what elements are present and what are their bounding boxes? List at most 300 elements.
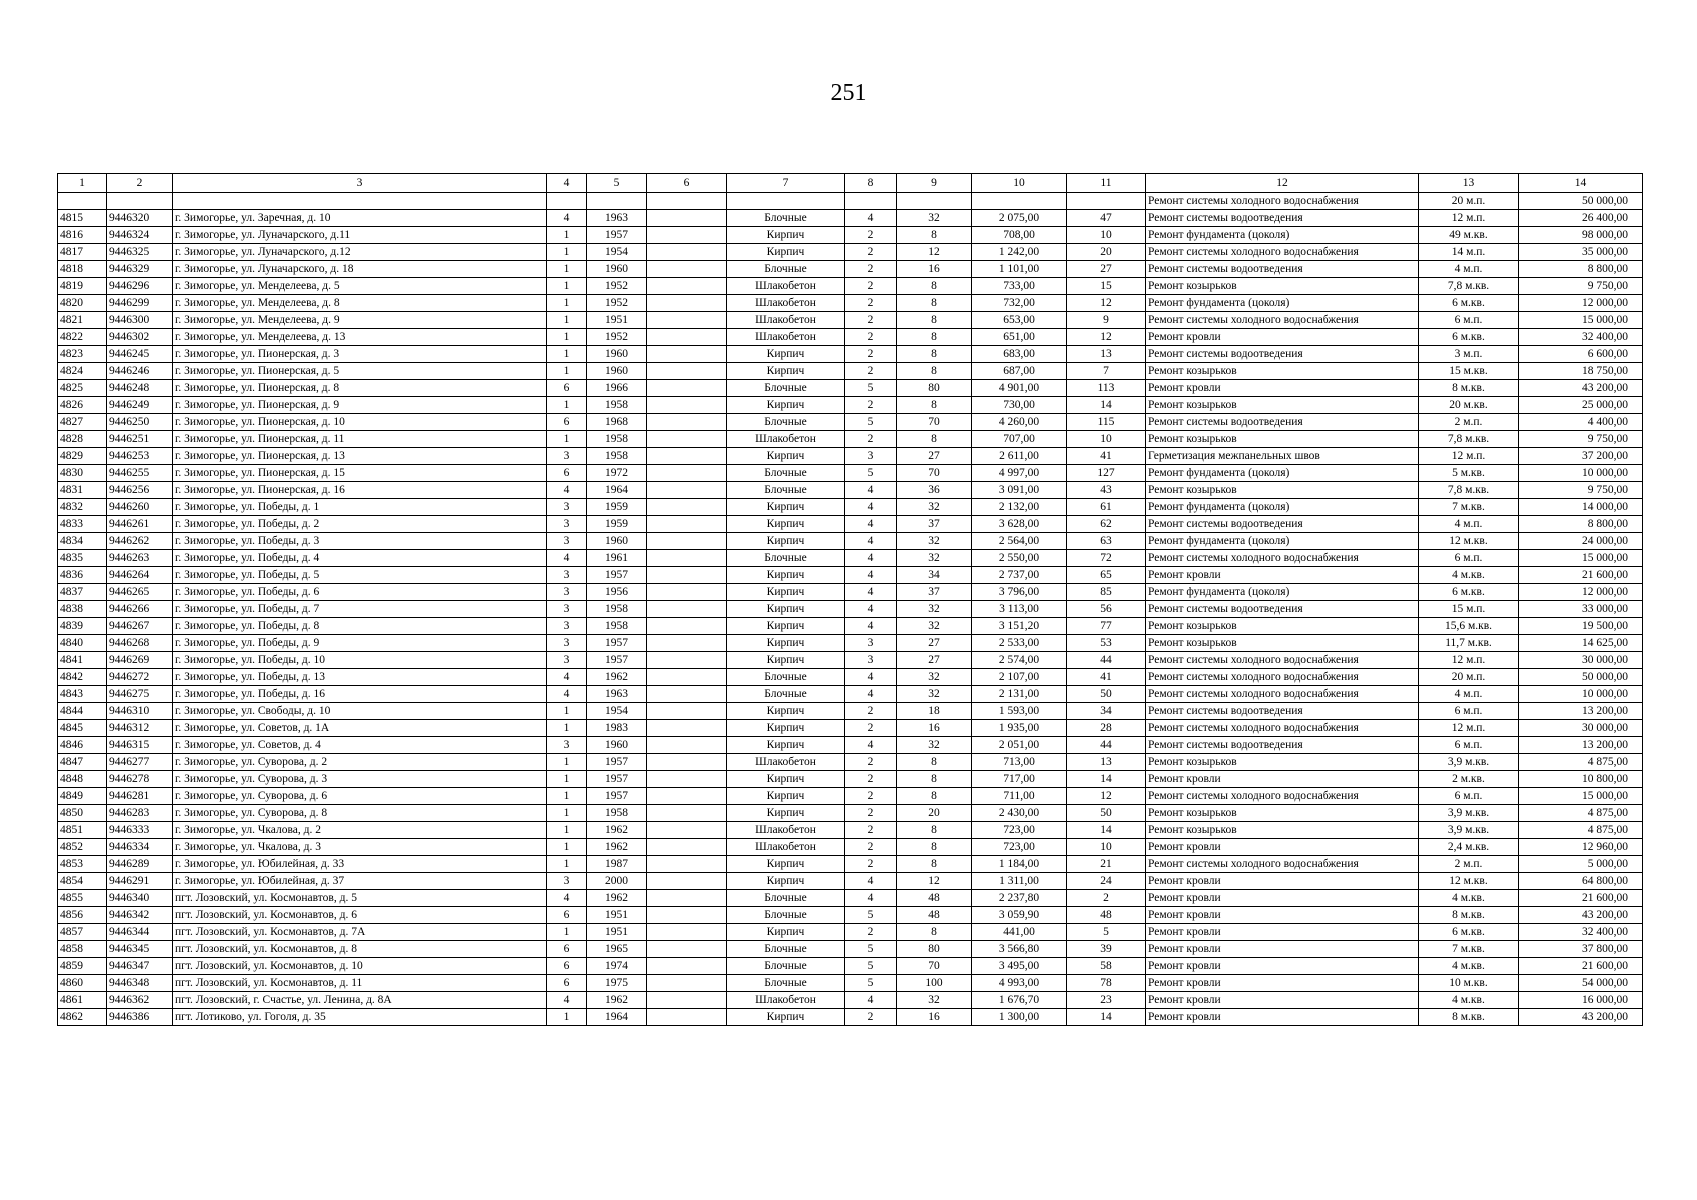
table-cell: 10 bbox=[1067, 227, 1146, 244]
table-cell: 3 566,80 bbox=[972, 941, 1067, 958]
table-cell: Ремонт системы водоотведения bbox=[1146, 737, 1419, 754]
table-cell: 115 bbox=[1067, 414, 1146, 431]
table-cell: 3 bbox=[845, 652, 897, 669]
table-cell: 1 bbox=[547, 261, 587, 278]
table-cell: 1974 bbox=[587, 958, 647, 975]
table-cell: 2 051,00 bbox=[972, 737, 1067, 754]
table-cell: Ремонт системы водоотведения bbox=[1146, 210, 1419, 227]
table-cell: 733,00 bbox=[972, 278, 1067, 295]
table-cell: 2 430,00 bbox=[972, 805, 1067, 822]
table-cell: 49 м.кв. bbox=[1419, 227, 1519, 244]
table-cell: 6 м.п. bbox=[1419, 788, 1519, 805]
table-cell bbox=[897, 193, 972, 210]
table-cell: 1960 bbox=[587, 737, 647, 754]
table-cell: Кирпич bbox=[727, 601, 845, 618]
table-cell: 9446315 bbox=[107, 737, 173, 754]
table-cell: 3 113,00 bbox=[972, 601, 1067, 618]
table-cell: 4 bbox=[547, 992, 587, 1009]
table-cell: 7,8 м.кв. bbox=[1419, 431, 1519, 448]
table-cell: 3 059,90 bbox=[972, 907, 1067, 924]
table-cell: 4 м.п. bbox=[1419, 686, 1519, 703]
table-cell: 48 bbox=[897, 907, 972, 924]
table-cell: 5 bbox=[1067, 924, 1146, 941]
table-cell: 4817 bbox=[58, 244, 107, 261]
table-cell: Ремонт фундамента (цоколя) bbox=[1146, 533, 1419, 550]
table-cell: 4 м.кв. bbox=[1419, 890, 1519, 907]
table-cell: 4 997,00 bbox=[972, 465, 1067, 482]
table-row bbox=[58, 346, 1643, 363]
table-cell: 1 bbox=[547, 788, 587, 805]
table-cell: 9446310 bbox=[107, 703, 173, 720]
table-cell: 2 bbox=[845, 261, 897, 278]
table-cell bbox=[647, 584, 727, 601]
table-cell: 80 bbox=[897, 941, 972, 958]
table-cell: 9446325 bbox=[107, 244, 173, 261]
table-cell: 4 bbox=[547, 890, 587, 907]
table-cell: 9446250 bbox=[107, 414, 173, 431]
table-cell: 1 bbox=[547, 856, 587, 873]
table-cell: 28 bbox=[1067, 720, 1146, 737]
table-cell: 1952 bbox=[587, 329, 647, 346]
table-cell: 4829 bbox=[58, 448, 107, 465]
table-cell: 33 000,00 bbox=[1519, 601, 1643, 618]
table-cell: 65 bbox=[1067, 567, 1146, 584]
table-cell: 4851 bbox=[58, 822, 107, 839]
table-cell: 4 bbox=[547, 550, 587, 567]
table-cell: 98 000,00 bbox=[1519, 227, 1643, 244]
table-cell: 37 200,00 bbox=[1519, 448, 1643, 465]
table-cell: 2 533,00 bbox=[972, 635, 1067, 652]
table-cell bbox=[647, 533, 727, 550]
table-cell bbox=[647, 567, 727, 584]
table-cell: 9446266 bbox=[107, 601, 173, 618]
table-cell: 50 bbox=[1067, 686, 1146, 703]
table-cell: 1954 bbox=[587, 703, 647, 720]
table-cell: Блочные bbox=[727, 465, 845, 482]
table-cell: г. Зимогорье, ул. Пионерская, д. 10 bbox=[173, 414, 547, 431]
table-cell: 12 bbox=[1067, 329, 1146, 346]
table-cell: Кирпич bbox=[727, 618, 845, 635]
table-cell: 9446255 bbox=[107, 465, 173, 482]
table-cell: 8 м.кв. bbox=[1419, 1009, 1519, 1026]
table-row bbox=[58, 771, 1643, 788]
table-cell: г. Зимогорье, ул. Победы, д. 6 bbox=[173, 584, 547, 601]
table-cell: 9446260 bbox=[107, 499, 173, 516]
table-cell: 1 bbox=[547, 295, 587, 312]
table-cell: 4832 bbox=[58, 499, 107, 516]
table-cell: 16 bbox=[897, 1009, 972, 1026]
table-cell: г. Зимогорье, ул. Менделеева, д. 8 bbox=[173, 295, 547, 312]
table-cell: 2 bbox=[845, 227, 897, 244]
table-cell: 19 500,00 bbox=[1519, 618, 1643, 635]
table-cell: 3,9 м.кв. bbox=[1419, 822, 1519, 839]
table-cell: 12 м.кв. bbox=[1419, 873, 1519, 890]
table-cell bbox=[647, 788, 727, 805]
table-cell: 63 bbox=[1067, 533, 1146, 550]
column-header: 1 bbox=[58, 174, 107, 193]
table-cell bbox=[647, 431, 727, 448]
table-row bbox=[58, 448, 1643, 465]
table-cell: 4 bbox=[845, 601, 897, 618]
table-cell: 1 bbox=[547, 363, 587, 380]
table-cell: 8 м.кв. bbox=[1419, 380, 1519, 397]
table-cell: 4 м.п. bbox=[1419, 261, 1519, 278]
table-cell: Ремонт системы водоотведения bbox=[1146, 414, 1419, 431]
table-cell: 9446329 bbox=[107, 261, 173, 278]
table-cell: 7 м.кв. bbox=[1419, 499, 1519, 516]
table-cell: 34 bbox=[1067, 703, 1146, 720]
table-cell: 21 600,00 bbox=[1519, 567, 1643, 584]
table-cell: 4 bbox=[845, 618, 897, 635]
table-cell: 4846 bbox=[58, 737, 107, 754]
table-cell: 9446342 bbox=[107, 907, 173, 924]
table-cell: 12 м.п. bbox=[1419, 720, 1519, 737]
table-cell: 15 м.п. bbox=[1419, 601, 1519, 618]
table-row bbox=[58, 397, 1643, 414]
table-cell: 1 bbox=[547, 312, 587, 329]
table-cell: 4 м.кв. bbox=[1419, 958, 1519, 975]
table-cell: 6 м.кв. bbox=[1419, 584, 1519, 601]
table-cell: Шлакобетон bbox=[727, 839, 845, 856]
table-cell: Кирпич bbox=[727, 652, 845, 669]
table-cell: пгт. Лозовский, ул. Космонавтов, д. 6 bbox=[173, 907, 547, 924]
table-cell: 4 bbox=[845, 550, 897, 567]
table-cell: 717,00 bbox=[972, 771, 1067, 788]
table-cell: 4 bbox=[547, 482, 587, 499]
table-row bbox=[58, 788, 1643, 805]
table-row bbox=[58, 550, 1643, 567]
table-cell: Кирпич bbox=[727, 244, 845, 261]
table-cell: Ремонт кровли bbox=[1146, 1009, 1419, 1026]
table-cell: 41 bbox=[1067, 669, 1146, 686]
table-cell: 27 bbox=[897, 652, 972, 669]
table-cell: 4 bbox=[845, 533, 897, 550]
table-cell: 3,9 м.кв. bbox=[1419, 805, 1519, 822]
table-cell: 9446281 bbox=[107, 788, 173, 805]
table-cell: 9446386 bbox=[107, 1009, 173, 1026]
table-cell: 441,00 bbox=[972, 924, 1067, 941]
table-cell: 2 bbox=[845, 363, 897, 380]
table-cell: 9446246 bbox=[107, 363, 173, 380]
table-cell: пгт. Лозовский, ул. Космонавтов, д. 5 bbox=[173, 890, 547, 907]
table-cell: 9446263 bbox=[107, 550, 173, 567]
table-cell: 4815 bbox=[58, 210, 107, 227]
table-cell: 711,00 bbox=[972, 788, 1067, 805]
table-cell bbox=[647, 958, 727, 975]
table-cell: г. Зимогорье, ул. Пионерская, д. 8 bbox=[173, 380, 547, 397]
table-cell: 6 bbox=[547, 941, 587, 958]
table-cell: г. Зимогорье, ул. Чкалова, д. 3 bbox=[173, 839, 547, 856]
table-cell: 36 bbox=[897, 482, 972, 499]
table-cell: 6 м.кв. bbox=[1419, 295, 1519, 312]
table-cell bbox=[647, 635, 727, 652]
table-cell: 723,00 bbox=[972, 822, 1067, 839]
table-cell: 732,00 bbox=[972, 295, 1067, 312]
table-row bbox=[58, 499, 1643, 516]
table-cell bbox=[647, 873, 727, 890]
table-cell: Ремонт системы холодного водоснабжения bbox=[1146, 312, 1419, 329]
table-cell: 5 bbox=[845, 465, 897, 482]
table-cell: 78 bbox=[1067, 975, 1146, 992]
table-cell: Кирпич bbox=[727, 397, 845, 414]
table-cell: 1 bbox=[547, 771, 587, 788]
table-cell: 9446262 bbox=[107, 533, 173, 550]
table-cell: 2 bbox=[845, 924, 897, 941]
table-cell: пгт. Лозовский, ул. Космонавтов, д. 11 bbox=[173, 975, 547, 992]
table-row bbox=[58, 652, 1643, 669]
table-cell: 1 bbox=[547, 346, 587, 363]
table-cell bbox=[647, 465, 727, 482]
table-cell: Блочные bbox=[727, 550, 845, 567]
table-cell: 1 300,00 bbox=[972, 1009, 1067, 1026]
table-cell: Ремонт системы холодного водоснабжения bbox=[1146, 720, 1419, 737]
table-cell: Ремонт системы холодного водоснабжения bbox=[1146, 856, 1419, 873]
table-cell: 8 bbox=[897, 312, 972, 329]
table-cell: 13 bbox=[1067, 754, 1146, 771]
table-cell: г. Зимогорье, ул. Победы, д. 1 bbox=[173, 499, 547, 516]
table-cell: 5 м.кв. bbox=[1419, 465, 1519, 482]
table-cell: 1963 bbox=[587, 210, 647, 227]
table-cell: Блочные bbox=[727, 380, 845, 397]
table-row bbox=[58, 958, 1643, 975]
table-cell: 9446362 bbox=[107, 992, 173, 1009]
table-cell: 9446289 bbox=[107, 856, 173, 873]
table-cell: 4831 bbox=[58, 482, 107, 499]
table-cell: Шлакобетон bbox=[727, 822, 845, 839]
table-cell: 2 bbox=[845, 1009, 897, 1026]
table-cell: Блочные bbox=[727, 210, 845, 227]
table-cell: 4845 bbox=[58, 720, 107, 737]
table-cell: 3 495,00 bbox=[972, 958, 1067, 975]
table-cell: Ремонт системы водоотведения bbox=[1146, 516, 1419, 533]
table-cell: 4843 bbox=[58, 686, 107, 703]
table-cell: 18 bbox=[897, 703, 972, 720]
table-cell: Кирпич bbox=[727, 533, 845, 550]
table-cell: 1957 bbox=[587, 788, 647, 805]
table-cell: Ремонт кровли bbox=[1146, 839, 1419, 856]
table-cell: г. Зимогорье, ул. Менделеева, д. 9 bbox=[173, 312, 547, 329]
table-cell: Шлакобетон bbox=[727, 312, 845, 329]
table-cell: 2 737,00 bbox=[972, 567, 1067, 584]
table-cell: 9446300 bbox=[107, 312, 173, 329]
table-cell: 687,00 bbox=[972, 363, 1067, 380]
table-cell: Кирпич bbox=[727, 856, 845, 873]
table-cell: Кирпич bbox=[727, 703, 845, 720]
table-cell: 8 bbox=[897, 839, 972, 856]
table-cell: 9446256 bbox=[107, 482, 173, 499]
table-cell bbox=[647, 193, 727, 210]
table-cell: 4824 bbox=[58, 363, 107, 380]
table-cell: 3 bbox=[845, 448, 897, 465]
table-cell bbox=[647, 363, 727, 380]
table-row bbox=[58, 890, 1643, 907]
table-cell: 8 bbox=[897, 295, 972, 312]
table-cell: Ремонт системы холодного водоснабжения bbox=[1146, 244, 1419, 261]
table-cell: пгт. Лозовский, ул. Космонавтов, д. 7А bbox=[173, 924, 547, 941]
table-cell: 1957 bbox=[587, 652, 647, 669]
table-cell: 6 bbox=[547, 414, 587, 431]
table-cell: г. Зимогорье, ул. Юбилейная, д. 37 bbox=[173, 873, 547, 890]
table-cell: 6 м.кв. bbox=[1419, 924, 1519, 941]
table-cell: Кирпич bbox=[727, 924, 845, 941]
table-cell: 32 bbox=[897, 533, 972, 550]
table-cell: 127 bbox=[1067, 465, 1146, 482]
table-cell: 2 bbox=[845, 244, 897, 261]
table-cell bbox=[727, 193, 845, 210]
table-cell: Блочные bbox=[727, 958, 845, 975]
table-cell: Ремонт кровли bbox=[1146, 890, 1419, 907]
column-header: 4 bbox=[547, 174, 587, 193]
table-cell bbox=[647, 346, 727, 363]
table-cell: 37 bbox=[897, 516, 972, 533]
table-cell: 2 bbox=[1067, 890, 1146, 907]
table-cell: 5 bbox=[845, 907, 897, 924]
table-cell: 4 bbox=[845, 499, 897, 516]
table-cell: 1 311,00 bbox=[972, 873, 1067, 890]
table-cell: пгт. Лозовский, г. Счастье, ул. Ленина, д. 8А bbox=[173, 992, 547, 1009]
table-cell: пгт. Лотиково, ул. Гоголя, д. 35 bbox=[173, 1009, 547, 1026]
table-cell: 3 bbox=[547, 567, 587, 584]
table-cell bbox=[647, 907, 727, 924]
table-cell bbox=[647, 652, 727, 669]
table-cell: 2000 bbox=[587, 873, 647, 890]
table-cell: 6 м.п. bbox=[1419, 312, 1519, 329]
table-cell: Ремонт козырьков bbox=[1146, 397, 1419, 414]
table-cell: 1 935,00 bbox=[972, 720, 1067, 737]
table-cell: 15 bbox=[1067, 278, 1146, 295]
table-cell: 18 750,00 bbox=[1519, 363, 1643, 380]
table-cell: 4 м.кв. bbox=[1419, 992, 1519, 1009]
table-cell: Ремонт фундамента (цоколя) bbox=[1146, 584, 1419, 601]
table-cell: 1 bbox=[547, 397, 587, 414]
table-cell: 14 bbox=[1067, 771, 1146, 788]
table-cell: 1962 bbox=[587, 839, 647, 856]
table-cell: Кирпич bbox=[727, 363, 845, 380]
table-row bbox=[58, 567, 1643, 584]
table-cell: 70 bbox=[897, 414, 972, 431]
table-row bbox=[58, 737, 1643, 754]
table-cell: 4823 bbox=[58, 346, 107, 363]
table-cell: 1952 bbox=[587, 295, 647, 312]
table-cell: 8 bbox=[897, 822, 972, 839]
table-cell: 4861 bbox=[58, 992, 107, 1009]
table-cell: Блочные bbox=[727, 414, 845, 431]
table-cell: 20 bbox=[1067, 244, 1146, 261]
table-cell: 8 bbox=[897, 754, 972, 771]
table-cell: 4 bbox=[845, 992, 897, 1009]
table-cell bbox=[107, 193, 173, 210]
table-cell: 4821 bbox=[58, 312, 107, 329]
table-cell: Кирпич bbox=[727, 584, 845, 601]
table-cell: 4 bbox=[845, 686, 897, 703]
table-row bbox=[58, 312, 1643, 329]
table-cell: 3 bbox=[547, 601, 587, 618]
table-cell bbox=[647, 839, 727, 856]
table-cell bbox=[647, 737, 727, 754]
table-cell: 44 bbox=[1067, 737, 1146, 754]
table-cell: 9446272 bbox=[107, 669, 173, 686]
table-cell bbox=[647, 516, 727, 533]
table-cell bbox=[647, 244, 727, 261]
table-cell: Шлакобетон bbox=[727, 295, 845, 312]
table-cell: 21 600,00 bbox=[1519, 890, 1643, 907]
table-cell bbox=[647, 448, 727, 465]
table-cell: 3 bbox=[547, 635, 587, 652]
table-cell: 64 800,00 bbox=[1519, 873, 1643, 890]
table-cell: Кирпич bbox=[727, 737, 845, 754]
table-cell: 1 bbox=[547, 244, 587, 261]
table-cell: 1951 bbox=[587, 924, 647, 941]
table-cell: 32 bbox=[897, 601, 972, 618]
table-cell: 4 bbox=[547, 686, 587, 703]
table-row bbox=[58, 635, 1643, 652]
table-cell: 2 м.п. bbox=[1419, 856, 1519, 873]
table-row bbox=[58, 193, 1643, 210]
table-cell bbox=[647, 856, 727, 873]
table-cell: г. Зимогорье, ул. Суворова, д. 2 bbox=[173, 754, 547, 771]
table-cell bbox=[647, 482, 727, 499]
table-cell: 16 bbox=[897, 261, 972, 278]
table-cell bbox=[647, 397, 727, 414]
table-cell: 8 800,00 bbox=[1519, 516, 1643, 533]
table-cell: Блочные bbox=[727, 482, 845, 499]
table-cell: 32 bbox=[897, 550, 972, 567]
table-cell: 1 bbox=[547, 278, 587, 295]
table-cell: 2 bbox=[845, 431, 897, 448]
table-cell: 24 000,00 bbox=[1519, 533, 1643, 550]
table-cell: 653,00 bbox=[972, 312, 1067, 329]
table-cell bbox=[1067, 193, 1146, 210]
table-cell: 4 260,00 bbox=[972, 414, 1067, 431]
table-cell: 4819 bbox=[58, 278, 107, 295]
table-cell: 1959 bbox=[587, 516, 647, 533]
table-cell: Кирпич bbox=[727, 499, 845, 516]
table-cell: 8 bbox=[897, 363, 972, 380]
table-row bbox=[58, 584, 1643, 601]
table-cell: 12 м.п. bbox=[1419, 210, 1519, 227]
table-cell: 1958 bbox=[587, 448, 647, 465]
table-cell: 24 bbox=[1067, 873, 1146, 890]
table-cell: 4818 bbox=[58, 261, 107, 278]
table-cell: 6 bbox=[547, 380, 587, 397]
table-cell: 9446267 bbox=[107, 618, 173, 635]
table-cell bbox=[647, 499, 727, 516]
table-cell: Кирпич bbox=[727, 805, 845, 822]
table-cell bbox=[647, 720, 727, 737]
table-cell: 2 bbox=[845, 278, 897, 295]
table-cell: 27 bbox=[897, 448, 972, 465]
table-cell: 2 bbox=[845, 295, 897, 312]
table-cell: 4 901,00 bbox=[972, 380, 1067, 397]
table-cell: 713,00 bbox=[972, 754, 1067, 771]
table-row bbox=[58, 822, 1643, 839]
table-cell: 2 131,00 bbox=[972, 686, 1067, 703]
table-cell: 30 000,00 bbox=[1519, 652, 1643, 669]
table-cell: 3 bbox=[547, 584, 587, 601]
table-cell: 16 bbox=[897, 720, 972, 737]
table-cell: 4 bbox=[547, 210, 587, 227]
table-cell: 4853 bbox=[58, 856, 107, 873]
table-cell: Кирпич bbox=[727, 567, 845, 584]
table-row bbox=[58, 601, 1643, 618]
table-cell: 4862 bbox=[58, 1009, 107, 1026]
table-cell: 6 м.п. bbox=[1419, 737, 1519, 754]
table-cell: 32 400,00 bbox=[1519, 924, 1643, 941]
table-cell: 9 750,00 bbox=[1519, 431, 1643, 448]
table-cell: 15 000,00 bbox=[1519, 788, 1643, 805]
table-cell: 53 bbox=[1067, 635, 1146, 652]
table-cell: Блочные bbox=[727, 941, 845, 958]
